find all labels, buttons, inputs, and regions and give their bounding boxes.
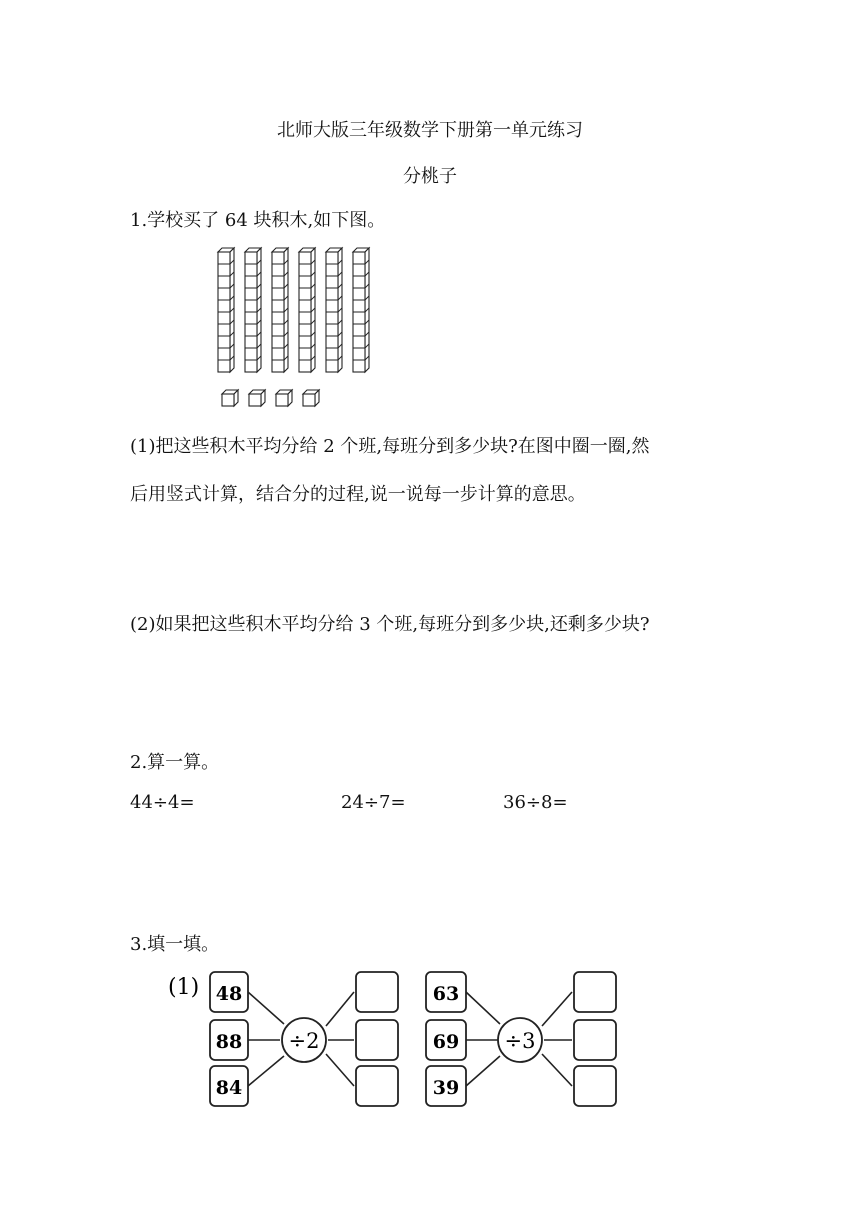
q2-item-1: 44÷4=: [130, 792, 195, 813]
division-diagram: [160, 962, 640, 1118]
q2-stem: 2.算一算。: [130, 752, 220, 773]
ones-cube: [303, 390, 319, 406]
q1-part1-line1: (1)把这些积木平均分给 2 个班,每班分到多少块?在图中圈一圈,然: [130, 436, 650, 457]
input-value: 48: [215, 983, 243, 1005]
q1-part1-line2: 后用竖式计算，结合分的过程,说一说每一步计算的意思。: [130, 484, 586, 505]
blocks-figure: [214, 244, 384, 414]
division-group-1: [210, 972, 398, 1106]
answer-box[interactable]: [574, 1020, 616, 1060]
input-value: 63: [432, 983, 460, 1005]
answer-box[interactable]: [356, 972, 398, 1012]
answer-box[interactable]: [574, 1066, 616, 1106]
tens-rod: [326, 248, 342, 372]
division-group-2: [426, 972, 616, 1106]
tens-rods: [218, 248, 369, 372]
q2-item-2: 24÷7=: [341, 792, 406, 813]
answer-box[interactable]: [356, 1066, 398, 1106]
operator-label: ÷2: [288, 1029, 320, 1053]
lesson-subtitle: 分桃子: [403, 166, 457, 187]
q1-stem: 1.学校买了 64 块积木,如下图。: [130, 210, 386, 231]
q3-stem: 3.填一填。: [130, 934, 220, 955]
tens-rod: [245, 248, 261, 372]
input-value: 69: [432, 1031, 460, 1053]
ones-cubes: [222, 390, 319, 406]
tens-rod: [353, 248, 369, 372]
q3-part-label: (1): [168, 975, 200, 1000]
q2-item-3: 36÷8=: [503, 792, 568, 813]
tens-rod: [218, 248, 234, 372]
input-value: 84: [215, 1077, 243, 1099]
page-title: 北师大版三年级数学下册第一单元练习: [277, 120, 583, 141]
ones-cube: [249, 390, 265, 406]
operator-label: ÷3: [504, 1029, 536, 1053]
ones-cube: [276, 390, 292, 406]
q1-part2: (2)如果把这些积木平均分给 3 个班,每班分到多少块,还剩多少块?: [130, 614, 650, 635]
ones-cube: [222, 390, 238, 406]
answer-box[interactable]: [574, 972, 616, 1012]
answer-box[interactable]: [356, 1020, 398, 1060]
input-value: 39: [432, 1077, 460, 1099]
tens-rod: [272, 248, 288, 372]
tens-rod: [299, 248, 315, 372]
input-value: 88: [215, 1031, 243, 1053]
